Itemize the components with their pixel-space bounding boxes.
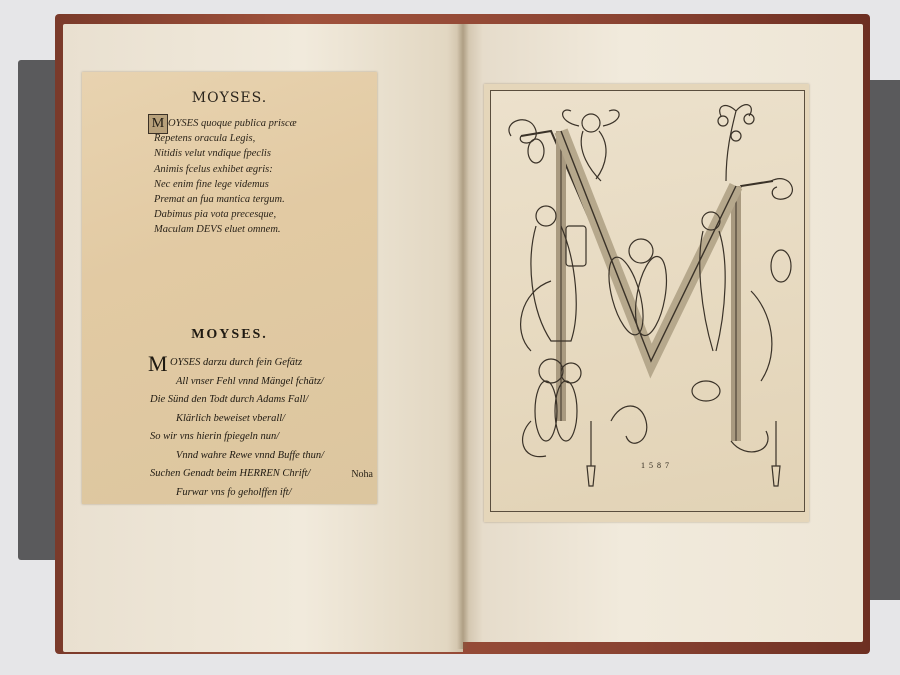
latin-line: Nec enim fine lege videmus (154, 178, 269, 190)
engraving-plate (490, 90, 805, 512)
latin-line: Nitidis velut vndique fpeclis (154, 148, 271, 160)
latin-line: Repetens oracula Legis, (154, 133, 256, 145)
latin-initial: M (148, 114, 168, 134)
text-print (82, 72, 377, 504)
latin-title: MOYSES. (191, 90, 268, 106)
engraving-date: 1 5 8 7 (641, 461, 670, 470)
german-title: MOYSES. (191, 327, 268, 342)
book-gutter (457, 24, 469, 649)
german-line: So wir vns hierin fpiegeln nun/ (150, 431, 280, 442)
latin-line: OYSES quoque publica priscæ (168, 118, 297, 129)
latin-line: Dabimus pia vota precesque, (154, 209, 277, 221)
german-verse (148, 351, 325, 502)
german-line: All vnser Fehl vnnd Mängel fchätz/ (176, 375, 324, 387)
latin-verse (154, 116, 297, 238)
latin-line: Premat an fua mantica tergum. (154, 194, 285, 206)
german-initial: M (148, 351, 168, 376)
latin-line: Animis fcelus exhibet ægris: (154, 163, 273, 175)
german-line: OYSES darzu durch fein Gefätz (170, 357, 303, 368)
signature-mark: Noha (351, 469, 373, 480)
german-line: Vnnd wahre Rewe vnnd Buffe thun/ (176, 449, 325, 461)
german-line: Furwar vns fo geholffen ift/ (176, 486, 292, 498)
german-line: Klärlich beweiset vberall/ (176, 412, 286, 424)
engraving-print (484, 84, 809, 522)
german-line: Die Sünd den Todt durch Adams Fall/ (150, 394, 309, 405)
german-line: Suchen Genadt beim HERREN Chrift/ (150, 468, 311, 479)
latin-line: Maculam DEVS eluet omnem. (154, 224, 281, 236)
ornamental-letter-illustration (491, 91, 804, 511)
